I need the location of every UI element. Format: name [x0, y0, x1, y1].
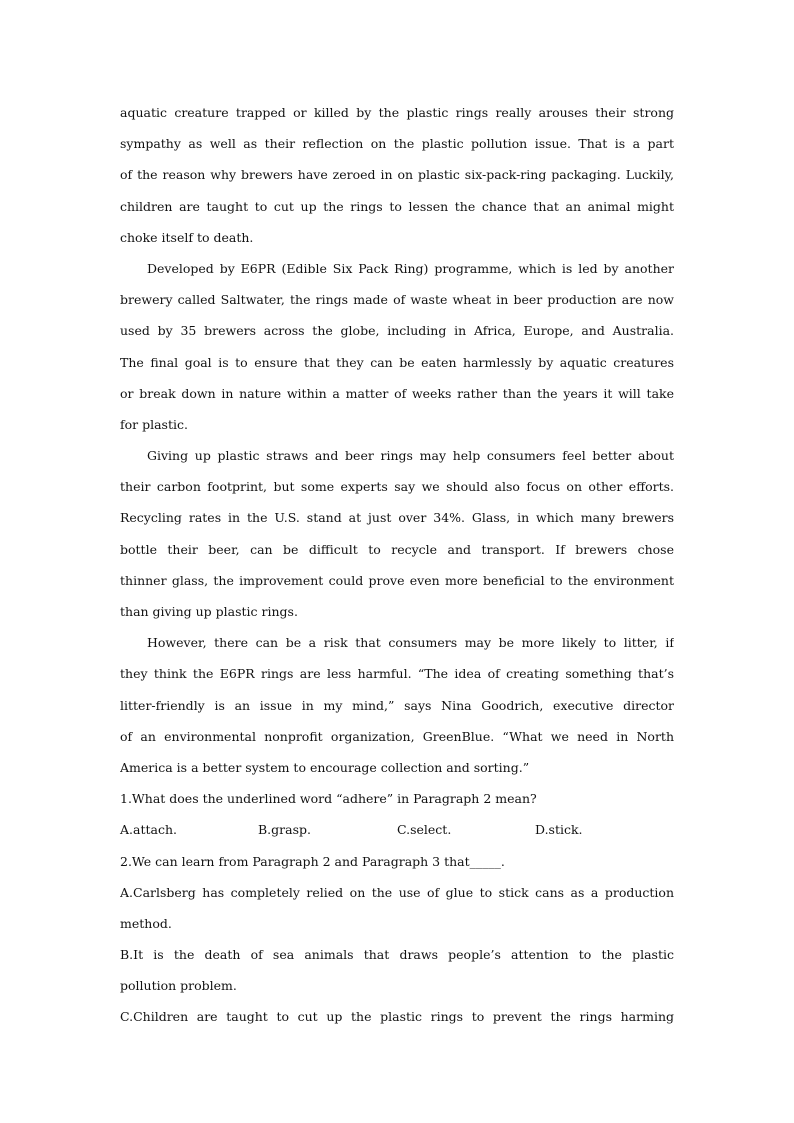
text-line: Recycling rates in the U.S. stand at just over 34%. Glass, in which many brewers: [120, 510, 674, 526]
option-d: D.stick.: [535, 822, 583, 838]
text-line: for plastic.: [120, 416, 188, 432]
text-line: litter-friendly is an issue in my mind,” says Nina Goodrich, executive director: [120, 697, 674, 713]
text-line: than giving up plastic rings.: [120, 604, 298, 619]
text-line: Developed by E6PR (Edible Six Pack Ring) programme, which is led by another: [147, 260, 674, 276]
text-line: used by 35 brewers across the globe, including in Africa, Europe, and Australia.: [120, 323, 674, 339]
option-b-continued: pollution problem.: [120, 978, 237, 994]
text-line: thinner glass, the improvement could prove even more beneficial to the environment: [120, 572, 674, 588]
option-a: A.attach.: [120, 822, 177, 838]
option-a-continued: method.: [120, 915, 172, 931]
option-b: B.It is the death of sea animals that draws people’s attention to the plastic: [120, 947, 674, 963]
text-line: of the reason why brewers have zeroed in on plastic six-pack-ring packaging. Luckily,: [120, 167, 674, 183]
text-line: their carbon footprint, but some experts say we should also focus on other efforts.: [120, 479, 674, 495]
text-line: sympathy as well as their reflection on the plastic pollution issue. That is a part: [120, 136, 674, 152]
text-line: brewery called Saltwater, the rings made of waste wheat in beer production are now: [120, 292, 674, 308]
option-c: C.Children are taught to cut up the plastic rings to prevent the rings harming: [120, 1009, 674, 1025]
question-stem: 2.We can learn from Paragraph 2 and Paragraph 3 that_____.: [120, 853, 505, 869]
paragraph-2: [120, 253, 674, 440]
paragraph-3: [120, 440, 674, 627]
option-c: C.select.: [397, 822, 452, 838]
paragraph-1: [120, 97, 674, 253]
text-line: they think the E6PR rings are less harmful. “The idea of creating something that’s: [120, 666, 674, 682]
text-line: bottle their beer, can be difficult to recycle and transport. If brewers chose: [120, 541, 674, 557]
option-a: A.Carlsberg has completely relied on the use of glue to stick cans as a production: [120, 884, 674, 900]
text-line: or break down in nature within a matter of weeks rather than the years it will take: [120, 385, 674, 401]
document-page: [120, 97, 674, 1033]
text-line: The final goal is to ensure that they can be eaten harmlessly by aquatic creatures: [120, 354, 674, 370]
text-line: America is a better system to encourage collection and sorting.”: [120, 759, 530, 775]
question-stem: 1.What does the underlined word “adhere” in Paragraph 2 mean?: [120, 791, 537, 807]
text-line: However, there can be a risk that consumers may be more likely to litter, if: [147, 635, 674, 651]
text-line: children are taught to cut up the rings to lessen the chance that an animal might: [120, 198, 674, 214]
option-b: B.grasp.: [258, 822, 311, 838]
text-line: of an environmental nonprofit organization, GreenBlue. “What we need in North: [120, 728, 674, 744]
text-line: Giving up plastic straws and beer rings may help consumers feel better about: [147, 448, 674, 464]
answer-options: [120, 814, 674, 845]
question-2: [120, 846, 674, 1033]
paragraph-4: [120, 627, 674, 783]
text-line: aquatic creature trapped or killed by the plastic rings really arouses their strong: [120, 105, 674, 120]
text-line: choke itself to death.: [120, 229, 254, 245]
question-1: [120, 783, 674, 845]
